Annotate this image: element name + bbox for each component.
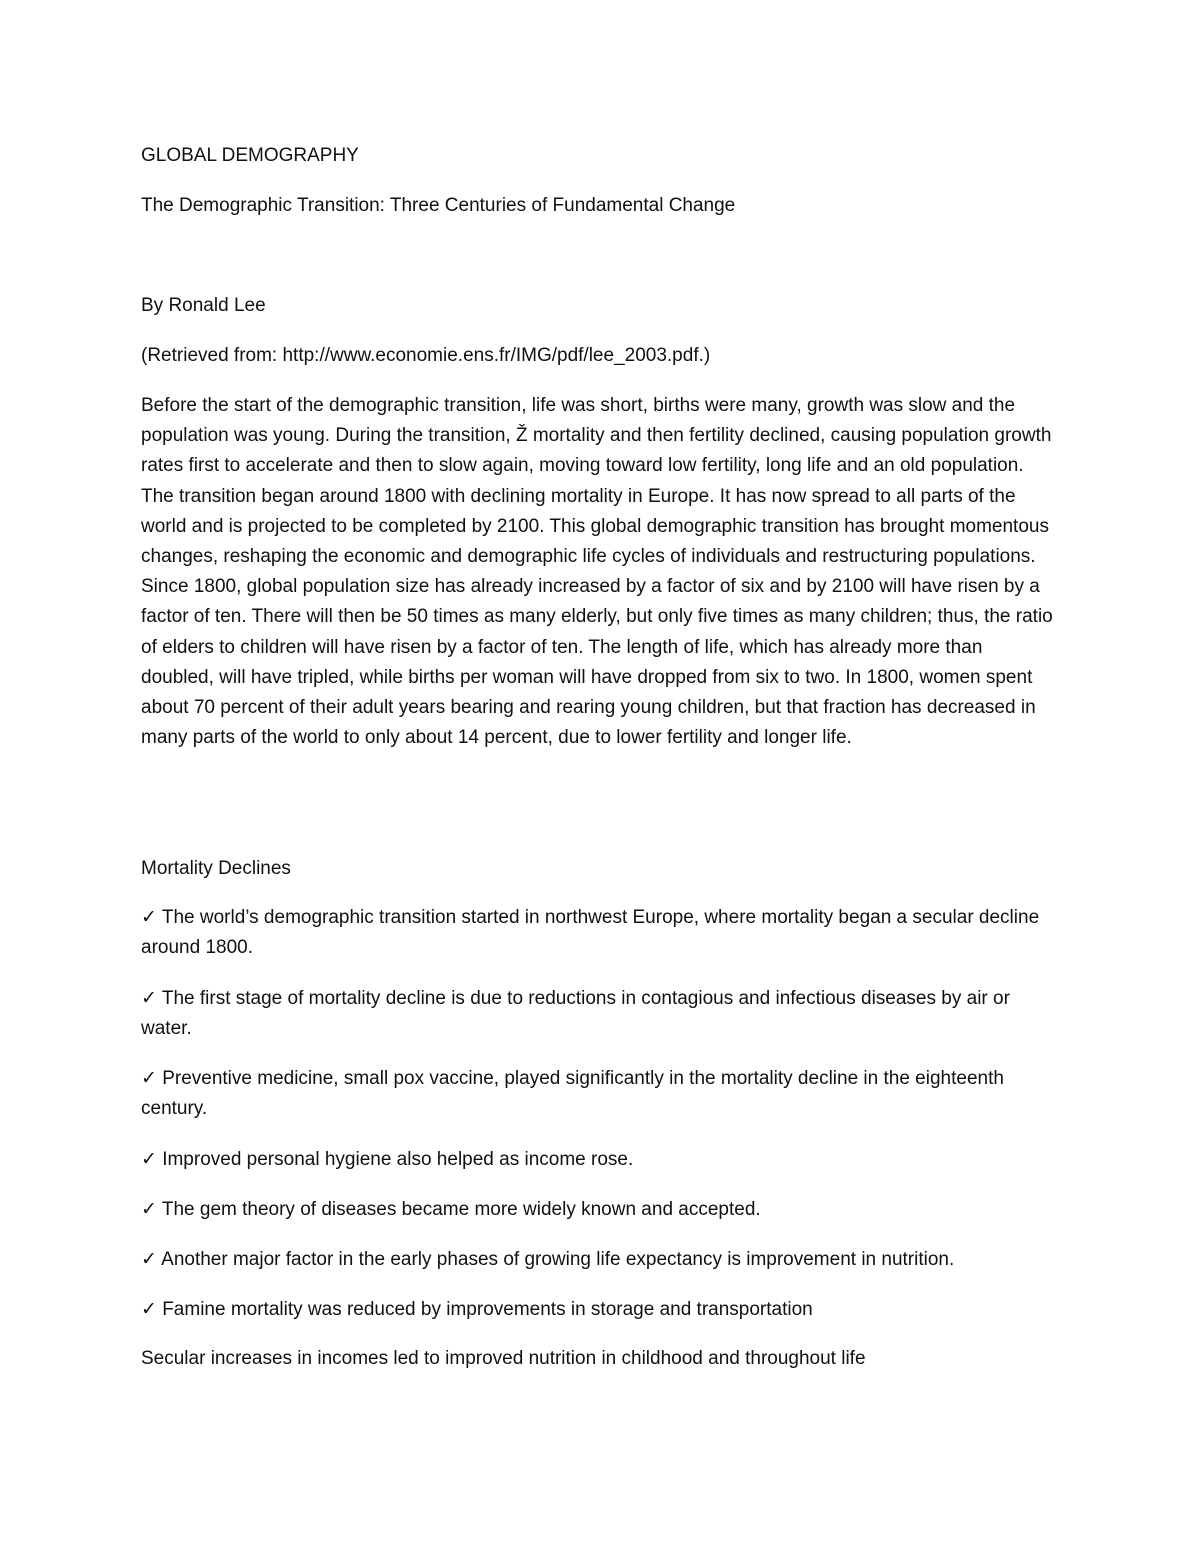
bullet-item: ✓ The gem theory of diseases became more widely known and accepted. — [141, 1199, 761, 1220]
bullet-item: ✓ The first stage of mortality decline is due to reductions in contagious and infectious diseases by air or water. — [141, 988, 1010, 1039]
document-heading: GLOBAL DEMOGRAPHY — [141, 145, 359, 166]
bullet-item: ✓ Another major factor in the early phases of growing life expectancy is improvement in nutrition. — [141, 1249, 955, 1270]
bullet-item: ✓ Famine mortality was reduced by improvements in storage and transportation — [141, 1299, 813, 1320]
author-line: By Ronald Lee — [141, 295, 266, 316]
intro-paragraph: Before the start of the demographic transition, life was short, births were many, growth was slow and the population was young. During the transition, Ž mortality and then fertility declined, causing population growth rates first to accelerate and then to slow again, moving toward low fertility, long life and an old population. The transition began around 1800 with declining mortality in Europe. It has now spread to all parts of the world and is projected to be completed by 2100. This global demographic transition has brought momentous changes, reshaping the economic and demographic life cycles of individuals and restructuring populations. Since 1800, global population size has already increased by a factor of six and by 2100 will have risen by a factor of ten. There will then be 50 times as many elderly, but only five times as many children; thus, the ratio of elders to children will have risen by a factor of ten. The length of life, which has already more than doubled, will have tripled, while births per woman will have dropped from six to two. In 1800, women spent about 70 percent of their adult years bearing and rearing young children, but that fraction has decreased in many parts of the world to only about 14 percent, due to lower fertility and longer life. — [141, 395, 1053, 749]
closing-line: Secular increases in incomes led to improved nutrition in childhood and throughout life — [141, 1348, 866, 1369]
bullet-item: ✓ Improved personal hygiene also helped as income rose. — [141, 1149, 634, 1170]
section-title: Mortality Declines — [141, 858, 291, 879]
bullet-item: ✓ The world’s demographic transition started in northwest Europe, where mortality began a secular decline around 1800. — [141, 907, 1040, 958]
document-title: The Demographic Transition: Three Centuries of Fundamental Change — [141, 195, 736, 216]
source-line: (Retrieved from: http://www.economie.ens.fr/IMG/pdf/lee_2003.pdf.) — [141, 345, 711, 366]
bullet-item: ✓ Preventive medicine, small pox vaccine, played significantly in the mortality decline in the eighteenth century. — [141, 1068, 1004, 1119]
